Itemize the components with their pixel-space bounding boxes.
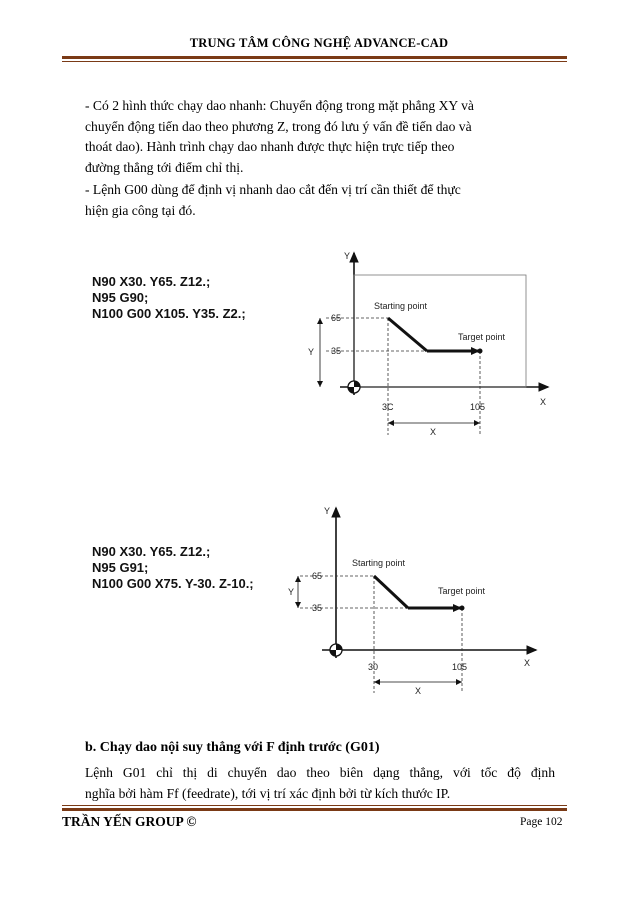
nc-code-block-1 bbox=[92, 274, 246, 322]
code-line: N100 G00 X105. Y35. Z2.; bbox=[92, 306, 246, 321]
section-b-line: Lệnh G01 chỉ thị di chuyển dao theo biên dạng thẳng, với tốc độ định bbox=[85, 765, 555, 780]
header-rule-thick bbox=[62, 56, 567, 59]
section-heading bbox=[85, 740, 380, 756]
footer-rule-thin bbox=[62, 805, 567, 806]
code-line: N100 G00 X75. Y-30. Z-10.; bbox=[92, 576, 254, 591]
page-number: Page 102 bbox=[520, 816, 563, 828]
x-dimension-label: X bbox=[415, 686, 422, 696]
code-line: N90 X30. Y65. Z12.; bbox=[92, 274, 211, 289]
y-axis-label: Y bbox=[324, 506, 331, 516]
intro-line: đường thẳng tới điểm chỉ thị. bbox=[85, 159, 244, 175]
starting-point-label: Starting point bbox=[352, 558, 406, 568]
intro-line: hiện gia công tại đó. bbox=[85, 202, 196, 218]
target-point-label: Target point bbox=[438, 586, 486, 596]
intro-line: - Lệnh G00 dùng để định vị nhanh dao cắt đến vị trí cần thiết để thực bbox=[85, 182, 461, 197]
tick-x105: 105 bbox=[452, 662, 468, 672]
tick-x30: 3C bbox=[382, 402, 394, 412]
x-dimension-label: X bbox=[430, 427, 437, 437]
g90-diagram bbox=[300, 245, 560, 440]
workpiece-outline bbox=[354, 275, 526, 387]
g91-diagram bbox=[280, 498, 550, 703]
tick-35: 35 bbox=[312, 603, 323, 613]
section-prefix: b. bbox=[85, 740, 97, 755]
y-dimension-label: Y bbox=[308, 347, 315, 357]
intro-line: thoát dao). Hành trình chạy dao nhanh được thực hiện trực tiếp theo bbox=[85, 139, 455, 154]
code-line: N90 X30. Y65. Z12.; bbox=[92, 544, 211, 559]
code-line: N95 G91; bbox=[92, 560, 149, 575]
intro-paragraph-2 bbox=[85, 180, 555, 221]
target-point-label: Target point bbox=[458, 332, 506, 342]
tick-35: 35 bbox=[331, 346, 342, 356]
footer-company: TRẦN YẾN GROUP © bbox=[62, 814, 197, 829]
section-title: Chạy dao nội suy thẳng với F định trước (G01) bbox=[99, 740, 380, 755]
target-point-marker bbox=[478, 349, 483, 354]
target-point-marker bbox=[460, 606, 465, 611]
intro-paragraph bbox=[85, 96, 555, 178]
section-b-line: nghĩa bởi hàm Ff (feedrate), tới vị trí xác định bởi từ kích thước IP. bbox=[85, 786, 451, 801]
footer-rule-thick bbox=[62, 808, 567, 811]
nc-code-block-2 bbox=[92, 544, 254, 592]
y-dimension-label: Y bbox=[288, 587, 295, 597]
section-b-paragraph bbox=[85, 762, 555, 804]
code-line: N95 G90; bbox=[92, 290, 149, 305]
y-axis-label: Y bbox=[344, 251, 351, 261]
starting-point-label: Starting point bbox=[374, 301, 428, 311]
rapid-path-diagonal bbox=[388, 318, 427, 351]
intro-line: - Có 2 hình thức chạy dao nhanh: Chuyển động trong mặt phẳng XY và bbox=[85, 98, 474, 113]
x-axis-label: X bbox=[524, 658, 531, 668]
tick-x105: 105 bbox=[470, 402, 486, 412]
tick-x30: 30 bbox=[368, 662, 379, 672]
tick-65: 65 bbox=[331, 313, 342, 323]
x-axis-label: X bbox=[540, 397, 547, 407]
rapid-path-diagonal bbox=[374, 576, 408, 608]
page-header-title: TRUNG TÂM CÔNG NGHỆ ADVANCE-CAD bbox=[189, 36, 449, 50]
tick-65: 65 bbox=[312, 571, 323, 581]
intro-line: chuyển động tiến dao theo phương Z, trong đó lưu ý vấn đề tiến dao và bbox=[85, 118, 472, 134]
header-rule-thin bbox=[62, 61, 567, 62]
